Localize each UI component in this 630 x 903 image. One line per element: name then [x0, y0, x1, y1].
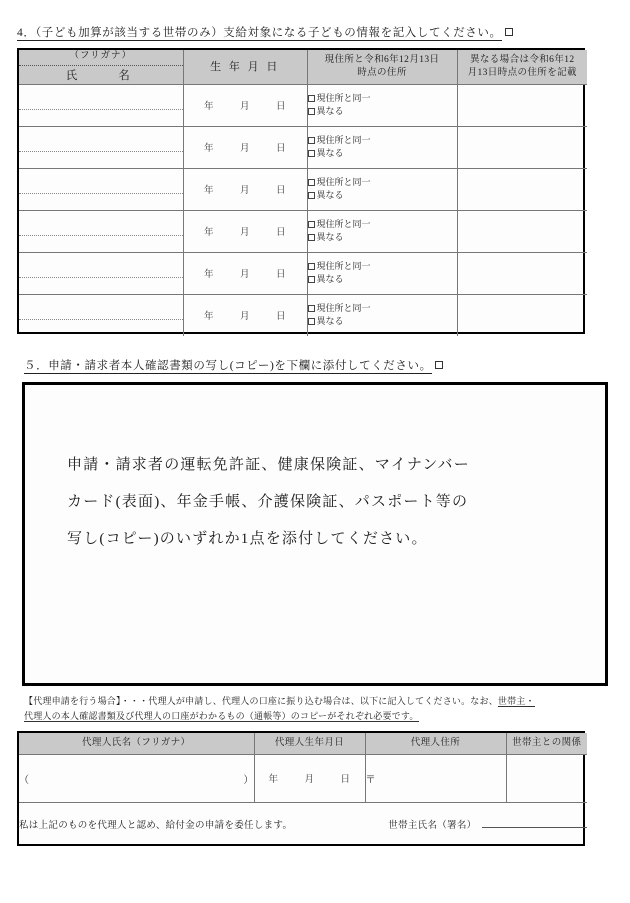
- furigana-dotted-line: [19, 100, 183, 110]
- checkbox-icon-different[interactable]: [308, 318, 315, 325]
- header-address-different-line1: 異なる場合は令和6年12: [469, 55, 575, 66]
- child-birthdate-input-cell[interactable]: [183, 294, 307, 336]
- checkbox-option-different[interactable]: [308, 315, 457, 329]
- birthdate-year-label: 年: [203, 144, 214, 155]
- child-previous-address-cell[interactable]: [457, 294, 587, 336]
- checkbox-icon-same[interactable]: [308, 263, 315, 270]
- section-5-checkbox-icon[interactable]: [435, 361, 443, 369]
- child-previous-address-cell[interactable]: [457, 252, 587, 294]
- proxy-table-input-row: [19, 754, 587, 802]
- checkbox-label-different: 異なる: [316, 190, 344, 201]
- child-birthdate-input-cell[interactable]: [183, 168, 307, 210]
- proxy-applicant-table: [17, 731, 585, 846]
- birthdate-year-label: 年: [203, 186, 214, 197]
- birthdate-year-label: 年: [203, 312, 214, 323]
- child-previous-address-cell[interactable]: [457, 126, 587, 168]
- attachment-instruction-line-3: 写し(コピー)のいずれか1点を添付してください。: [67, 530, 428, 547]
- proxy-header-birthdate: 代理人生年月日: [254, 733, 365, 754]
- child-address-check-cell[interactable]: [307, 252, 457, 294]
- furigana-dotted-line: [19, 184, 183, 194]
- id-document-attachment-area[interactable]: [22, 382, 608, 686]
- child-name-input-cell[interactable]: [19, 210, 183, 252]
- table-row: [19, 210, 587, 252]
- attachment-instruction-line-1: 申請・請求者の運転免許証、健康保険証、マイナンバー: [67, 457, 470, 473]
- checkbox-option-different[interactable]: [308, 189, 457, 203]
- checkbox-icon-same[interactable]: [308, 305, 315, 312]
- children-table-body: [19, 84, 587, 336]
- proxy-birthdate-year-label: 年: [268, 775, 279, 785]
- birthdate-day-label: 日: [276, 312, 287, 323]
- checkbox-option-same[interactable]: [308, 260, 457, 274]
- signature-label: 世帯主氏名（署名）: [388, 821, 477, 832]
- child-name-input-cell[interactable]: [19, 84, 183, 126]
- child-name-input-cell[interactable]: [19, 168, 183, 210]
- checkbox-icon-same[interactable]: [308, 137, 315, 144]
- child-birthdate-input-cell[interactable]: [183, 252, 307, 294]
- proxy-birthdate-month-label: 月: [304, 775, 315, 785]
- proxy-name-paren-close: ）: [243, 774, 254, 786]
- checkbox-icon-same[interactable]: [308, 95, 315, 102]
- birthdate-year-label: 年: [203, 102, 214, 113]
- checkbox-icon-different[interactable]: [308, 108, 315, 115]
- checkbox-icon-same[interactable]: [308, 179, 315, 186]
- checkbox-label-same: 現住所と同一: [316, 134, 371, 145]
- proxy-header-address: 代理人住所: [365, 733, 506, 754]
- header-name-label: 氏 名: [65, 69, 136, 82]
- checkbox-label-different: 異なる: [316, 148, 344, 159]
- furigana-dotted-line: [19, 310, 183, 320]
- children-info-table: [17, 48, 585, 334]
- table-row: [19, 126, 587, 168]
- child-previous-address-cell[interactable]: [457, 210, 587, 252]
- child-name-input-cell[interactable]: [19, 294, 183, 336]
- birthdate-month-label: 月: [239, 102, 250, 113]
- checkbox-option-different[interactable]: [308, 273, 457, 287]
- birthdate-month-label: 月: [239, 228, 250, 239]
- header-address-different: [457, 50, 587, 84]
- child-birthdate-input-cell[interactable]: [183, 210, 307, 252]
- child-previous-address-cell[interactable]: [457, 168, 587, 210]
- birthdate-day-label: 日: [276, 186, 287, 197]
- checkbox-icon-same[interactable]: [308, 221, 315, 228]
- header-address-same-line2: 時点の住所: [357, 67, 407, 78]
- proxy-consent-row: [19, 802, 587, 846]
- child-address-check-cell[interactable]: [307, 126, 457, 168]
- birthdate-month-label: 月: [239, 144, 250, 155]
- checkbox-option-same[interactable]: [308, 218, 457, 232]
- checkbox-label-same: 現住所と同一: [316, 218, 371, 229]
- proxy-name-paren-open: （: [19, 774, 29, 786]
- proxy-application-note: [24, 694, 604, 724]
- proxy-header-name: 代理人氏名（フリガナ）: [19, 733, 254, 754]
- proxy-birthdate-input-cell[interactable]: [254, 754, 365, 802]
- attachment-instruction-line-2: カード(表面)、年金手帳、介護保険証、パスポート等の: [67, 493, 469, 510]
- child-name-input-cell[interactable]: [19, 126, 183, 168]
- checkbox-label-same: 現住所と同一: [316, 302, 371, 313]
- checkbox-option-different[interactable]: [308, 147, 457, 161]
- header-furigana-label: （フリガナ）: [19, 50, 183, 66]
- checkbox-option-different[interactable]: [308, 231, 457, 245]
- checkbox-option-same[interactable]: [308, 176, 457, 190]
- checkbox-label-same: 現住所と同一: [316, 176, 371, 187]
- checkbox-icon-different[interactable]: [308, 276, 315, 283]
- section-5-heading: [24, 357, 443, 373]
- table-row: [19, 168, 587, 210]
- section-4-heading-text: 4．（子ども加算が該当する世帯のみ）支給対象になる子どもの情報を記入してください。: [17, 27, 502, 39]
- proxy-note-underlined-1: 世帯主・: [497, 696, 535, 706]
- child-address-check-cell[interactable]: [307, 294, 457, 336]
- birthdate-month-label: 月: [239, 312, 250, 323]
- header-birthdate: 生 年 月 日: [183, 50, 307, 84]
- postal-mark-icon: 〒: [365, 774, 376, 786]
- signature-input-line[interactable]: [482, 817, 587, 828]
- table-row: [19, 294, 587, 336]
- section-4-checkbox-icon[interactable]: [505, 28, 513, 36]
- checkbox-icon-different[interactable]: [308, 150, 315, 157]
- birthdate-year-label: 年: [203, 228, 214, 239]
- birthdate-day-label: 日: [276, 270, 287, 281]
- furigana-dotted-line: [19, 142, 183, 152]
- child-name-input-cell[interactable]: [19, 252, 183, 294]
- birthdate-year-label: 年: [203, 270, 214, 281]
- furigana-dotted-line: [19, 226, 183, 236]
- checkbox-label-same: 現住所と同一: [316, 260, 371, 271]
- checkbox-option-same[interactable]: [308, 302, 457, 316]
- consent-cell[interactable]: [19, 802, 587, 846]
- checkbox-label-different: 異なる: [316, 316, 344, 327]
- checkbox-option-different[interactable]: [308, 105, 457, 119]
- consent-statement: 私は上記のものを代理人と認め、給付金の申請を委任します。: [19, 821, 293, 832]
- checkbox-icon-different[interactable]: [308, 192, 315, 199]
- checkbox-label-different: 異なる: [316, 274, 344, 285]
- checkbox-label-different: 異なる: [316, 232, 344, 243]
- child-birthdate-input-cell[interactable]: [183, 84, 307, 126]
- child-address-check-cell[interactable]: [307, 168, 457, 210]
- birthdate-day-label: 日: [276, 144, 287, 155]
- checkbox-option-same[interactable]: [308, 92, 457, 106]
- proxy-note-plain: 【代理申請を行う場合】・・・代理人が申請し、代理人の口座に振り込む場合は、以下に記入してください。なお、: [24, 696, 498, 706]
- checkbox-label-different: 異なる: [316, 106, 344, 117]
- proxy-relationship-input-cell[interactable]: [506, 754, 587, 802]
- table-row: [19, 252, 587, 294]
- header-address-same: [307, 50, 457, 84]
- proxy-table-header-row: [19, 733, 587, 754]
- child-address-check-cell[interactable]: [307, 84, 457, 126]
- proxy-address-input-cell[interactable]: [365, 754, 506, 802]
- header-address-different-line2: 月13日時点の住所を記載: [467, 67, 577, 78]
- attachment-instruction-text: [67, 447, 581, 557]
- children-table-header-row: [19, 50, 587, 84]
- checkbox-icon-different[interactable]: [308, 234, 315, 241]
- birthdate-day-label: 日: [276, 102, 287, 113]
- child-address-check-cell[interactable]: [307, 210, 457, 252]
- section-5-heading-text: ５．申請・請求者本人確認書類の写し(コピー)を下欄に添付してください。: [24, 360, 432, 372]
- header-address-same-line1: 現住所と令和6年12月13日: [324, 55, 440, 66]
- proxy-name-input-cell[interactable]: [19, 754, 254, 802]
- proxy-birthdate-day-label: 日: [340, 775, 351, 785]
- checkbox-option-same[interactable]: [308, 134, 457, 148]
- furigana-dotted-line: [19, 268, 183, 278]
- child-birthdate-input-cell[interactable]: [183, 126, 307, 168]
- section-4-heading: [17, 24, 513, 40]
- birthdate-month-label: 月: [239, 270, 250, 281]
- table-row: [19, 84, 587, 126]
- header-name: [19, 50, 183, 84]
- birthdate-month-label: 月: [239, 186, 250, 197]
- proxy-header-relationship: 世帯主との関係: [506, 733, 587, 754]
- proxy-note-underlined-2: 代理人の本人確認書類及び代理人の口座がわかるもの（通帳等）のコピーがそれぞれ必要です。: [24, 710, 419, 721]
- checkbox-label-same: 現住所と同一: [316, 92, 371, 103]
- birthdate-day-label: 日: [276, 228, 287, 239]
- child-previous-address-cell[interactable]: [457, 84, 587, 126]
